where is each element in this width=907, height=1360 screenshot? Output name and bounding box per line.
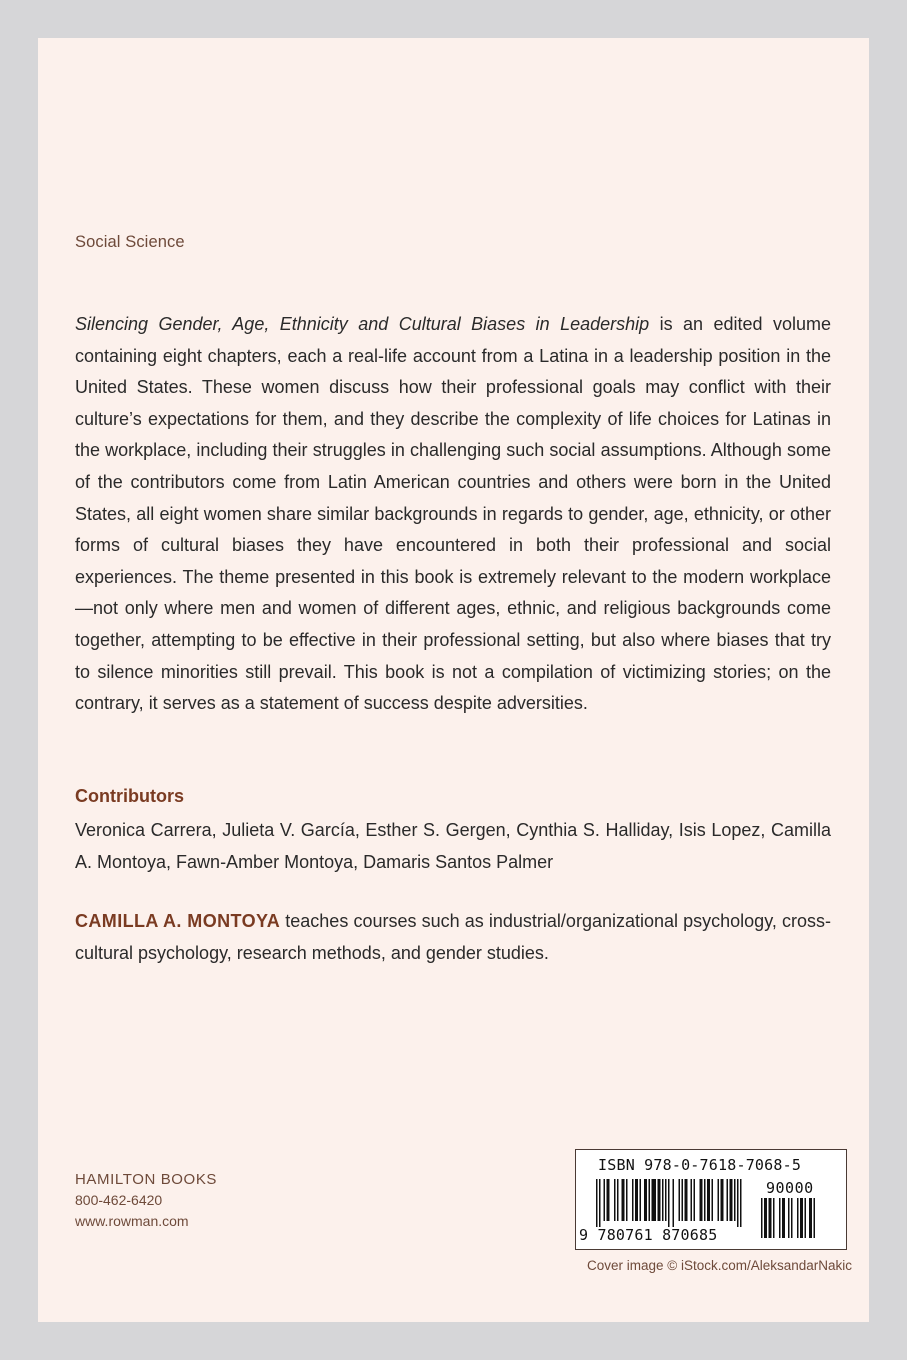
barcode-bar [640, 1179, 642, 1221]
barcode-bar [685, 1179, 688, 1221]
contributors-heading: Contributors [75, 786, 184, 806]
publisher-name: HAMILTON BOOKS [75, 1171, 218, 1188]
barcode-bar [773, 1198, 775, 1238]
barcode-bar [764, 1198, 767, 1238]
barcode-bar [797, 1198, 799, 1238]
isbn-barcode [575, 1149, 847, 1250]
barcode-bar [679, 1179, 681, 1221]
isbn-number: ISBN 978-0-7618-7068-5 [598, 1156, 802, 1174]
barcode-bar [718, 1179, 720, 1221]
publisher-info [75, 1169, 217, 1232]
barcode-bar [604, 1179, 606, 1221]
barcode-bar [599, 1179, 601, 1227]
price-addon-bars [761, 1198, 823, 1238]
barcode-bar [622, 1179, 625, 1221]
barcode-bar [596, 1179, 598, 1227]
publisher-phone: 800-462-6420 [75, 1192, 163, 1208]
barcode-bar [700, 1179, 703, 1221]
barcode-bar [721, 1179, 724, 1221]
barcode-bar [658, 1179, 661, 1221]
publisher-website: www.rowman.com [75, 1213, 189, 1229]
barcode-bar [791, 1198, 793, 1238]
barcode-bar [665, 1179, 667, 1221]
price-code: 90000 [766, 1179, 814, 1197]
barcode-bar [607, 1179, 610, 1221]
barcode-bar [691, 1179, 693, 1221]
barcode-bar [779, 1198, 781, 1238]
barcode-bar [712, 1179, 714, 1221]
barcode-bar [644, 1179, 647, 1221]
barcode-bar [617, 1179, 619, 1221]
barcode-bar [632, 1179, 634, 1221]
barcode-bar [737, 1179, 739, 1227]
author-bio [75, 906, 831, 969]
barcode-bar [805, 1198, 807, 1238]
barcode-bar [761, 1198, 763, 1238]
barcode-bar [730, 1179, 733, 1221]
barcode-bar [694, 1179, 696, 1221]
barcode-bar [740, 1179, 742, 1227]
barcode-bar [652, 1179, 657, 1221]
barcode-bar [626, 1179, 628, 1221]
barcode-bar [649, 1179, 651, 1221]
barcode-bar [704, 1179, 706, 1221]
barcode-bar [662, 1179, 664, 1221]
barcode-bar [668, 1179, 670, 1227]
book-title-italic: Silencing Gender, Age, Ethnicity and Cultural Biases in Leadership [75, 314, 650, 334]
ean-barcode-bars [596, 1179, 754, 1227]
barcode-bar [682, 1179, 684, 1221]
ean-digits: 9 780761 870685 [579, 1226, 718, 1244]
barcode-bar [814, 1198, 816, 1238]
author-bio-text: teaches courses such as industrial/organizational psychology, cross-cultural psychology, research methods, and gender studies. [75, 911, 831, 963]
barcode-bar [800, 1198, 803, 1238]
barcode-bar [614, 1179, 616, 1221]
barcode-bar [769, 1198, 772, 1238]
barcode-bar [673, 1179, 675, 1227]
barcode-bar [707, 1179, 710, 1221]
author-name: CAMILLA A. MONTOYA [75, 911, 281, 931]
cover-image-credit: Cover image © iStock.com/AleksandarNakic [587, 1258, 853, 1273]
book-description [75, 309, 831, 720]
barcode-bar [788, 1198, 790, 1238]
contributors-list: Veronica Carrera, Julieta V. García, Esther S. Gergen, Cynthia S. Halliday, Isis Lopez, Camilla A. Montoya, Fawn-Amber Montoya, Damaris Santos Palmer [75, 820, 831, 872]
barcode-bar [727, 1179, 729, 1221]
description-body: is an edited volume containing eight chapters, each a real-life account from a Latina in a leadership position in the United States. These women discuss how their professional goals may conflict with their culture’s expectations for them, and they describe the complexity of life choices for Latinas in the workplace, including their struggles in challenging such social assumptions. Although some of the contributors come from Latin American countries and others were born in the United States, all eight women share similar backgrounds in regards to gender, age, ethnicity, or other forms of cultural biases they have encountered in both their professional and social experiences. The theme presented in this book is extremely relevant to the modern workplace—not only where men and women of different ages, ethnic, and religious backgrounds come together, attempting to be effective in their professional setting, but also where biases that try to silence minorities still prevail. This book is not a compilation of victimizing stories; on the contrary, it serves as a statement of success despite adversities. [75, 314, 831, 714]
barcode-bar [809, 1198, 812, 1238]
barcode-bar [782, 1198, 785, 1238]
category-label: Social Science [75, 233, 185, 251]
barcode-bar [635, 1179, 638, 1221]
barcode-bar [734, 1179, 736, 1221]
